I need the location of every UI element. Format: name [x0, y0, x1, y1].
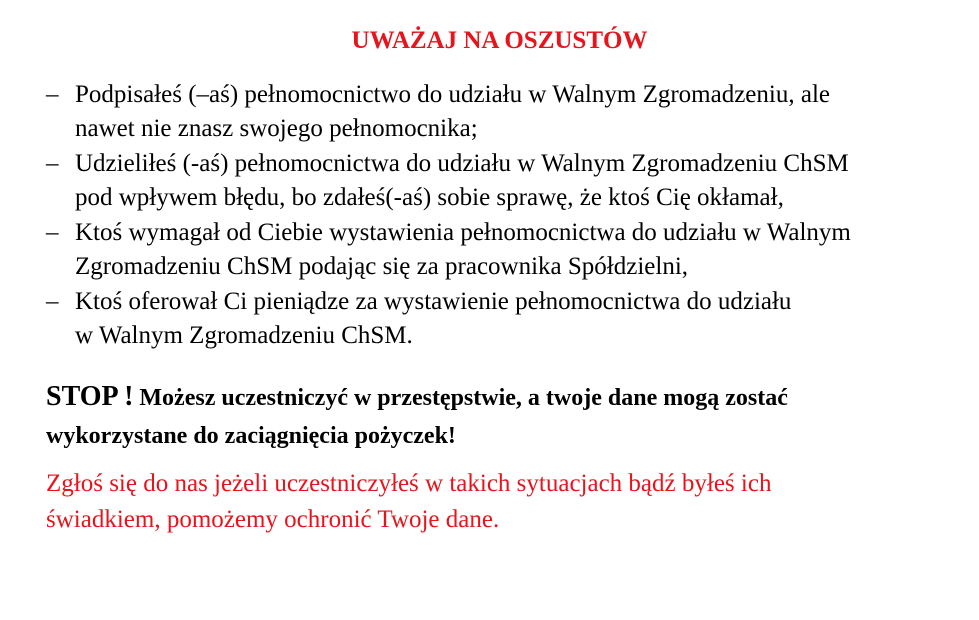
dash-bullet: – — [46, 219, 59, 246]
warning-list — [46, 78, 961, 354]
list-item-line-2: Zgromadzeniu ChSM podając się za pracownika Spółdzielni, — [75, 253, 689, 280]
list-item-line-2: nawet nie znasz swojego pełnomocnika; — [75, 115, 478, 142]
stop-line-2: wykorzystane do zaciągnięcia pożyczek! — [46, 423, 456, 449]
list-item-line-1: Ktoś wymagał od Ciebie wystawienia pełnomocnictwa do udziału w Walnym — [75, 219, 851, 246]
list-item — [46, 285, 961, 353]
stop-line-1: Możesz uczestniczyć w przestępstwie, a twoje dane mogą zostać — [139, 385, 788, 411]
page-title: UWAŻAJ NA OSZUSTÓW — [351, 27, 648, 54]
stop-prefix: STOP ! — [46, 381, 134, 412]
list-item-line-2: pod wpływem błędu, bo zdałeś(-aś) sobie sprawę, że ktoś Cię okłamał, — [75, 184, 784, 211]
list-item — [46, 147, 961, 215]
list-item-line-2: w Walnym Zgromadzeniu ChSM. — [75, 322, 413, 349]
stop-warning — [46, 378, 946, 455]
report-line-1: Zgłoś się do nas jeżeli uczestniczyłeś w takich sytuacjach bądź byłeś ich — [46, 470, 772, 497]
report-call-to-action — [46, 466, 946, 538]
dash-bullet: – — [46, 288, 59, 315]
list-item-line-1: Ktoś oferował Ci pieniądze za wystawienie pełnomocnictwa do udziału — [75, 288, 792, 315]
dash-bullet: – — [46, 150, 59, 177]
list-item-line-1: Udzieliłeś (-aś) pełnomocnictwa do udziału w Walnym Zgromadzeniu ChSM — [75, 150, 849, 177]
list-item — [46, 216, 961, 284]
list-item — [46, 78, 961, 146]
dash-bullet: – — [46, 81, 59, 108]
report-line-2: świadkiem, pomożemy ochronić Twoje dane. — [46, 506, 500, 533]
list-item-line-1: Podpisałeś (–aś) pełnomocnictwo do udziału w Walnym Zgromadzeniu, ale — [75, 81, 830, 108]
